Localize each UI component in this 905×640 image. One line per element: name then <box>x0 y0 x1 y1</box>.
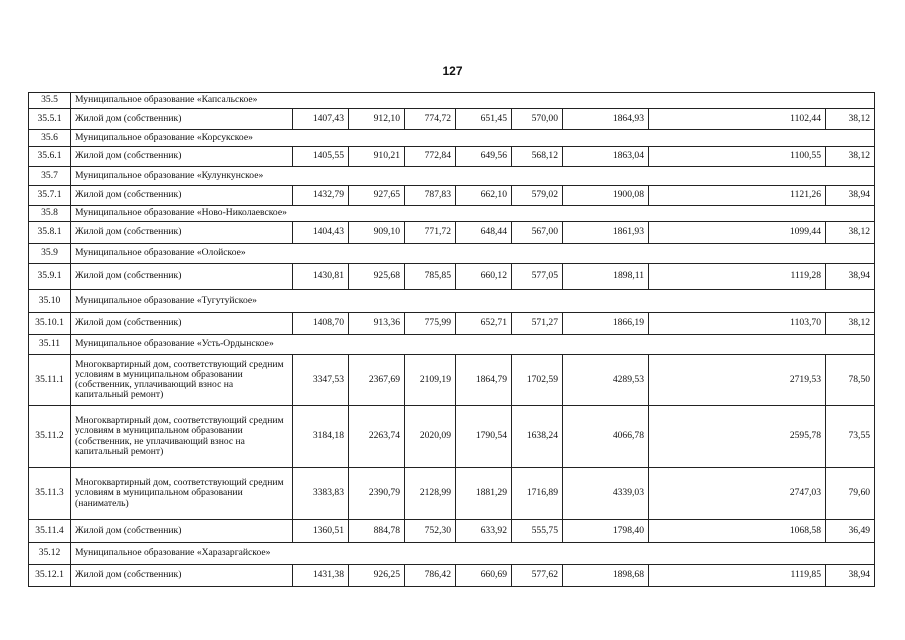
row-code: 35.11.2 <box>29 406 71 468</box>
value-cell: 38,12 <box>826 147 875 167</box>
section-header <box>29 130 875 147</box>
value-cell: 2747,03 <box>649 468 826 520</box>
section-title: Муниципальное образование «Тугутуйское» <box>71 290 875 313</box>
value-cell: 571,27 <box>512 313 563 335</box>
value-cell: 38,94 <box>826 186 875 206</box>
value-cell: 660,12 <box>456 264 512 290</box>
value-cell: 1864,79 <box>456 355 512 406</box>
row-code: 35.5.1 <box>29 109 71 130</box>
table-row <box>29 565 875 587</box>
row-code: 35.12.1 <box>29 565 71 587</box>
value-cell: 2020,09 <box>405 406 456 468</box>
value-cell: 36,49 <box>826 520 875 543</box>
value-cell: 1404,43 <box>293 222 349 244</box>
value-cell: 1121,26 <box>649 186 826 206</box>
row-name: Жилой дом (собственник) <box>71 565 293 587</box>
value-cell: 787,83 <box>405 186 456 206</box>
value-cell: 3383,83 <box>293 468 349 520</box>
value-cell: 4066,78 <box>563 406 649 468</box>
section-title: Муниципальное образование «Ново-Николаевское» <box>71 206 875 222</box>
page-number: 127 <box>442 64 463 78</box>
section-header <box>29 543 875 565</box>
value-cell: 1881,29 <box>456 468 512 520</box>
value-cell: 79,60 <box>826 468 875 520</box>
value-cell: 38,94 <box>826 565 875 587</box>
row-name: Многоквартирный дом, соответствующий средним условиям в муниципальном образовании (собственник, не уплачивающий взнос на капитальный ремонт) <box>71 406 293 468</box>
section-header <box>29 206 875 222</box>
value-cell: 4339,03 <box>563 468 649 520</box>
value-cell: 651,45 <box>456 109 512 130</box>
section-header <box>29 93 875 109</box>
section-code: 35.10 <box>29 290 71 313</box>
value-cell: 1432,79 <box>293 186 349 206</box>
row-code: 35.9.1 <box>29 264 71 290</box>
value-cell: 1898,11 <box>563 264 649 290</box>
section-header <box>29 167 875 186</box>
section-title: Муниципальное образование «Капсальское» <box>71 93 875 109</box>
table-row <box>29 186 875 206</box>
value-cell: 2128,99 <box>405 468 456 520</box>
value-cell: 884,78 <box>349 520 405 543</box>
value-cell: 1068,58 <box>649 520 826 543</box>
section-code: 35.11 <box>29 335 71 355</box>
table-row <box>29 355 875 406</box>
value-cell: 2263,74 <box>349 406 405 468</box>
value-cell: 909,10 <box>349 222 405 244</box>
table-row <box>29 264 875 290</box>
row-name: Многоквартирный дом, соответствующий средним условиям в муниципальном образовании (собственник, уплачивающий взнос на капитальный ремонт) <box>71 355 293 406</box>
value-cell: 771,72 <box>405 222 456 244</box>
row-name: Жилой дом (собственник) <box>71 147 293 167</box>
value-cell: 1103,70 <box>649 313 826 335</box>
value-cell: 2719,53 <box>649 355 826 406</box>
section-title: Муниципальное образование «Харазаргайское» <box>71 543 875 565</box>
row-code: 35.11.1 <box>29 355 71 406</box>
value-cell: 577,62 <box>512 565 563 587</box>
value-cell: 1798,40 <box>563 520 649 543</box>
value-cell: 3347,53 <box>293 355 349 406</box>
table-row <box>29 109 875 130</box>
value-cell: 662,10 <box>456 186 512 206</box>
section-title: Муниципальное образование «Кулункунское» <box>71 167 875 186</box>
section-title: Муниципальное образование «Олойское» <box>71 244 875 264</box>
table-row <box>29 520 875 543</box>
value-cell: 1900,08 <box>563 186 649 206</box>
value-cell: 1638,24 <box>512 406 563 468</box>
value-cell: 1099,44 <box>649 222 826 244</box>
table-row <box>29 222 875 244</box>
row-code: 35.11.3 <box>29 468 71 520</box>
section-header <box>29 335 875 355</box>
section-code: 35.5 <box>29 93 71 109</box>
value-cell: 774,72 <box>405 109 456 130</box>
value-cell: 913,36 <box>349 313 405 335</box>
table-row <box>29 313 875 335</box>
value-cell: 1863,04 <box>563 147 649 167</box>
value-cell: 1360,51 <box>293 520 349 543</box>
section-code: 35.9 <box>29 244 71 264</box>
value-cell: 38,12 <box>826 313 875 335</box>
value-cell: 2595,78 <box>649 406 826 468</box>
value-cell: 633,92 <box>456 520 512 543</box>
row-code: 35.6.1 <box>29 147 71 167</box>
table-row <box>29 468 875 520</box>
value-cell: 786,42 <box>405 565 456 587</box>
value-cell: 752,30 <box>405 520 456 543</box>
value-cell: 1102,44 <box>649 109 826 130</box>
section-code: 35.6 <box>29 130 71 147</box>
value-cell: 1898,68 <box>563 565 649 587</box>
row-name: Жилой дом (собственник) <box>71 109 293 130</box>
value-cell: 772,84 <box>405 147 456 167</box>
row-name: Жилой дом (собственник) <box>71 222 293 244</box>
value-cell: 4289,53 <box>563 355 649 406</box>
value-cell: 567,00 <box>512 222 563 244</box>
row-code: 35.8.1 <box>29 222 71 244</box>
value-cell: 1866,19 <box>563 313 649 335</box>
value-cell: 649,56 <box>456 147 512 167</box>
value-cell: 648,44 <box>456 222 512 244</box>
value-cell: 1716,89 <box>512 468 563 520</box>
row-name: Жилой дом (собственник) <box>71 264 293 290</box>
section-code: 35.8 <box>29 206 71 222</box>
value-cell: 927,65 <box>349 186 405 206</box>
value-cell: 652,71 <box>456 313 512 335</box>
section-code: 35.12 <box>29 543 71 565</box>
value-cell: 1790,54 <box>456 406 512 468</box>
value-cell: 1119,85 <box>649 565 826 587</box>
row-name: Жилой дом (собственник) <box>71 520 293 543</box>
table-row <box>29 406 875 468</box>
value-cell: 568,12 <box>512 147 563 167</box>
row-code: 35.7.1 <box>29 186 71 206</box>
value-cell: 1431,38 <box>293 565 349 587</box>
value-cell: 570,00 <box>512 109 563 130</box>
value-cell: 925,68 <box>349 264 405 290</box>
value-cell: 2109,19 <box>405 355 456 406</box>
value-cell: 1100,55 <box>649 147 826 167</box>
value-cell: 1861,93 <box>563 222 649 244</box>
value-cell: 785,85 <box>405 264 456 290</box>
value-cell: 3184,18 <box>293 406 349 468</box>
value-cell: 38,12 <box>826 222 875 244</box>
value-cell: 1119,28 <box>649 264 826 290</box>
value-cell: 579,02 <box>512 186 563 206</box>
value-cell: 926,25 <box>349 565 405 587</box>
value-cell: 1702,59 <box>512 355 563 406</box>
row-name: Жилой дом (собственник) <box>71 186 293 206</box>
value-cell: 73,55 <box>826 406 875 468</box>
value-cell: 38,94 <box>826 264 875 290</box>
value-cell: 1408,70 <box>293 313 349 335</box>
row-code: 35.10.1 <box>29 313 71 335</box>
row-code: 35.11.4 <box>29 520 71 543</box>
value-cell: 1405,55 <box>293 147 349 167</box>
value-cell: 38,12 <box>826 109 875 130</box>
value-cell: 78,50 <box>826 355 875 406</box>
value-cell: 1407,43 <box>293 109 349 130</box>
table-row <box>29 147 875 167</box>
value-cell: 912,10 <box>349 109 405 130</box>
value-cell: 2367,69 <box>349 355 405 406</box>
section-header <box>29 290 875 313</box>
value-cell: 1864,93 <box>563 109 649 130</box>
value-cell: 660,69 <box>456 565 512 587</box>
row-name: Многоквартирный дом, соответствующий средним условиям в муниципальном образовании (наниматель) <box>71 468 293 520</box>
value-cell: 1430,81 <box>293 264 349 290</box>
section-header <box>29 244 875 264</box>
tariff-table <box>28 92 875 587</box>
section-title: Муниципальное образование «Усть-Ордынское» <box>71 335 875 355</box>
value-cell: 2390,79 <box>349 468 405 520</box>
row-name: Жилой дом (собственник) <box>71 313 293 335</box>
section-code: 35.7 <box>29 167 71 186</box>
value-cell: 775,99 <box>405 313 456 335</box>
value-cell: 910,21 <box>349 147 405 167</box>
value-cell: 555,75 <box>512 520 563 543</box>
value-cell: 577,05 <box>512 264 563 290</box>
section-title: Муниципальное образование «Корсукское» <box>71 130 875 147</box>
